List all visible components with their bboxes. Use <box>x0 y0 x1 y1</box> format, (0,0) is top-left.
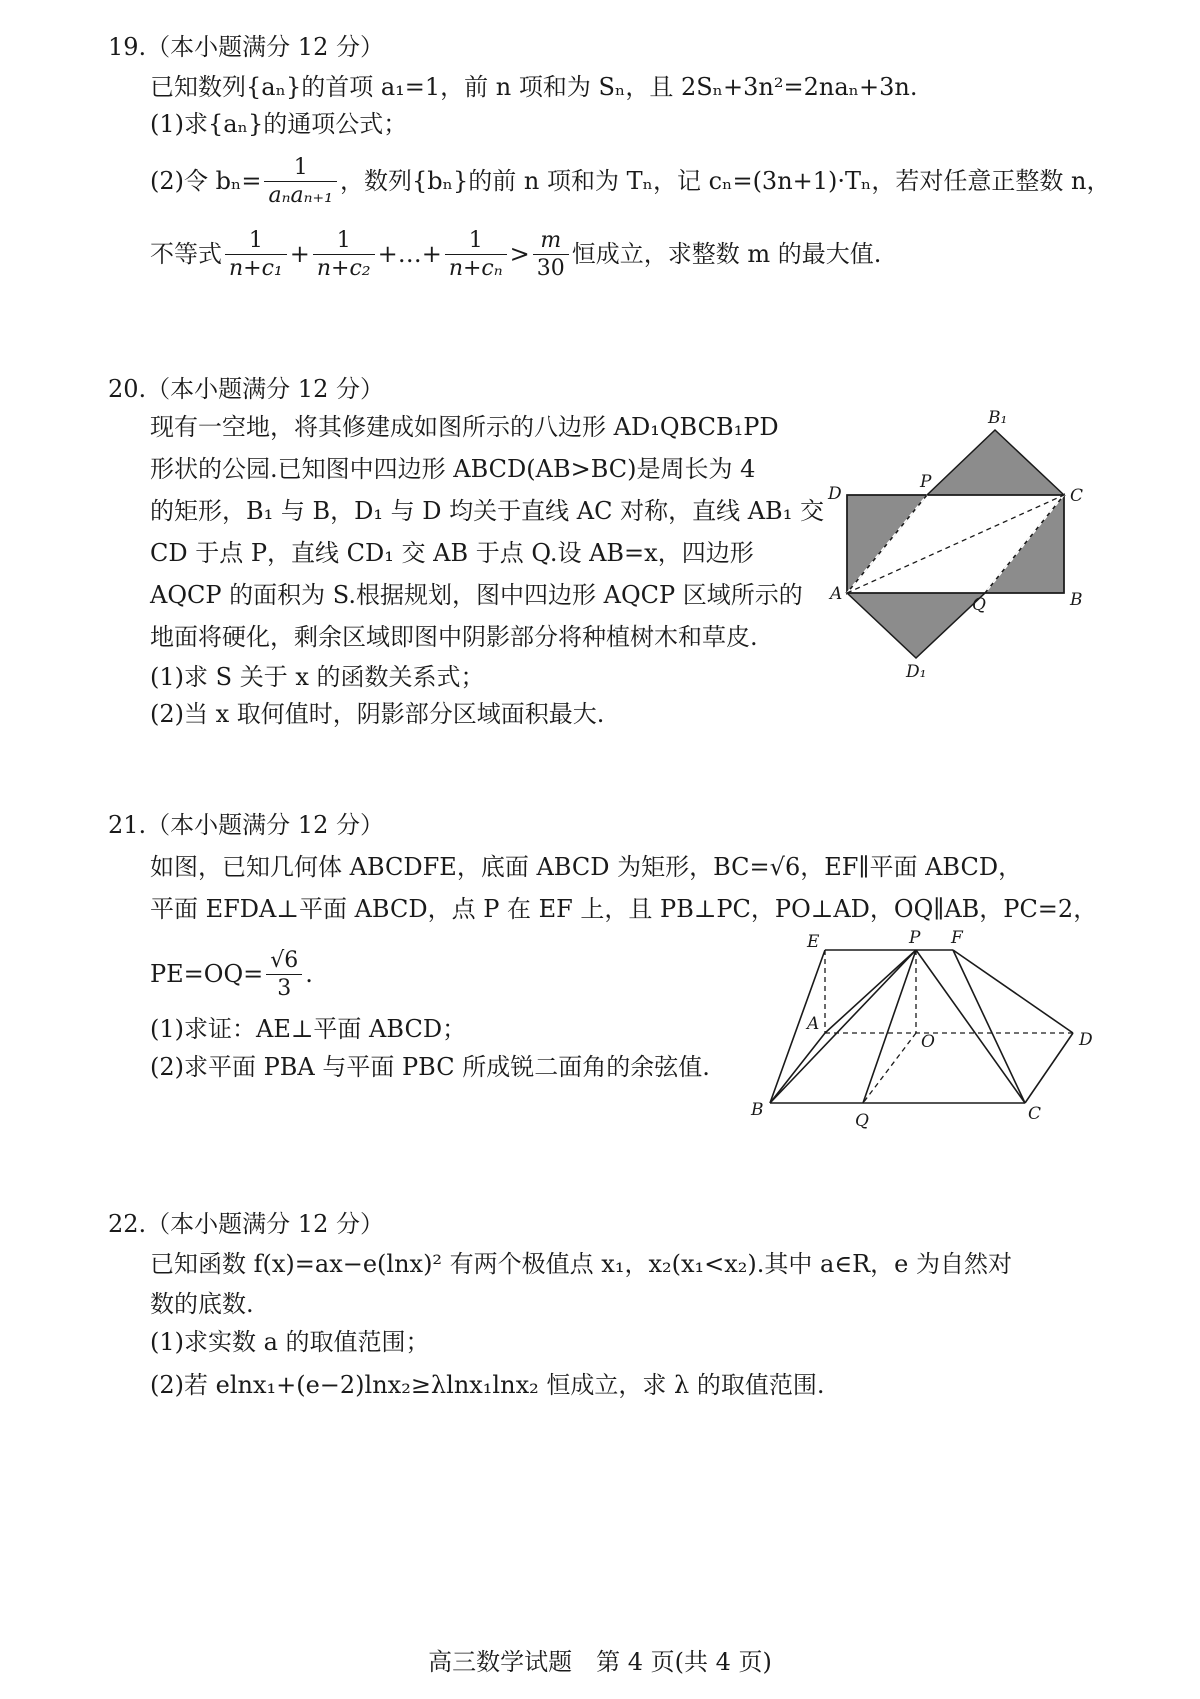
pe-fraction <box>266 948 302 1003</box>
m-denominator: 30 <box>536 256 565 281</box>
q21-line-1: 如图，已知几何体 ABCDFE，底面 ABCD 为矩形，BC=√6，EF∥平面 ABCD， <box>150 853 1023 881</box>
edge-pc <box>916 950 1025 1103</box>
ineq-term-1 <box>225 228 287 283</box>
q19-number: 19. <box>108 33 147 61</box>
label-p: P <box>909 928 921 948</box>
label-d1: D₁ <box>906 662 927 682</box>
q19-part2-lead: (2)令 bₙ= <box>150 167 262 195</box>
pe-numerator: √6 <box>266 948 302 975</box>
ineq-term-1-den: n+c₁ <box>229 256 283 281</box>
edge-fc <box>953 950 1025 1103</box>
ineq-term-n-den: n+cₙ <box>448 256 503 281</box>
q20-line: 地面将硬化，剩余区域即图中阴影部分将种植树木和草皮. <box>150 623 758 651</box>
label-a: A <box>830 584 843 604</box>
label-a: A <box>807 1014 820 1034</box>
q20-part2: (2)当 x 取何值时，阴影部分区域面积最大. <box>150 700 605 728</box>
m-fraction <box>533 228 569 283</box>
ellipsis-sum: +…+ <box>377 240 442 268</box>
label-q: Q <box>972 595 986 615</box>
q20-line: 形状的公园.已知图中四边形 ABCD(AB>BC)是周长为 4 <box>150 455 756 483</box>
pe-denominator: 3 <box>277 976 292 1001</box>
q19-inequality <box>150 228 881 283</box>
q21-part1: (1)求证：AE⊥平面 ABCD； <box>150 1015 467 1043</box>
label-d: D <box>1079 1030 1093 1050</box>
label-p: P <box>920 472 932 492</box>
q19-part2-rest: ，数列{bₙ}的前 n 项和为 Tₙ，记 cₙ=(3n+1)·Tₙ，若对任意正整数 n， <box>339 167 1111 195</box>
edge-ab <box>770 1033 825 1103</box>
greater-than: > <box>509 240 530 268</box>
ineq-suffix: 恒成立，求整数 m 的最大值. <box>571 240 882 268</box>
ineq-term-2-num: 1 <box>313 228 375 255</box>
q22-number: 22. <box>108 1210 147 1238</box>
q19-part1: (1)求{aₙ}的通项公式； <box>150 110 408 138</box>
bn-denominator: aₙaₙ₊₁ <box>268 183 333 208</box>
q20-header <box>108 372 384 406</box>
edge-pq <box>863 950 916 1103</box>
ineq-term-2 <box>313 228 375 283</box>
label-f: F <box>951 928 963 948</box>
label-b1: B₁ <box>988 408 1008 428</box>
q22-score: （本小题满分 12 分） <box>146 1210 384 1238</box>
m-numerator: m <box>533 228 569 255</box>
bn-fraction <box>264 155 337 210</box>
q20-line: 现有一空地，将其修建成如图所示的八边形 AD₁QBCB₁PD <box>150 413 779 441</box>
q20-line: AQCP 的面积为 S.根据规划，图中四边形 AQCP 区域所示的 <box>150 581 803 609</box>
q19-header <box>108 30 384 64</box>
plus-sign: + <box>289 240 310 268</box>
q20-number: 20. <box>108 375 147 403</box>
q19-part2 <box>150 155 1111 210</box>
q21-solid-figure <box>745 925 1100 1140</box>
q20-part1: (1)求 S 关于 x 的函数关系式； <box>150 663 485 691</box>
label-e: E <box>807 932 820 952</box>
ineq-term-n <box>445 228 507 283</box>
edge-pb <box>770 950 916 1103</box>
q19-stem: 已知数列{aₙ}的首项 a₁=1，前 n 项和为 Sₙ，且 2Sₙ+3n²=2naₙ+3n. <box>150 73 918 101</box>
q22-line-2: 数的底数. <box>150 1290 254 1318</box>
label-b: B <box>1070 590 1083 610</box>
label-q: Q <box>855 1111 869 1131</box>
q19-score: （本小题满分 12 分） <box>146 33 384 61</box>
q21-line-3-end: . <box>305 960 313 988</box>
hidden-oq <box>863 1033 916 1103</box>
shaded-triangle-aqd1 <box>847 593 985 658</box>
q21-line-2: 平面 EFDA⊥平面 ABCD，点 P 在 EF 上，且 PB⊥PC，PO⊥AD，OQ∥AB，PC=2， <box>150 895 1098 923</box>
q21-score: （本小题满分 12 分） <box>146 811 384 839</box>
q20-octagon-figure <box>820 405 1120 700</box>
q20-line: CD 于点 P，直线 CD₁ 交 AB 于点 Q.设 AB=x，四边形 <box>150 539 754 567</box>
bn-numerator: 1 <box>264 155 337 182</box>
label-d: D <box>828 484 842 504</box>
q22-part2: (2)若 elnx₁+(e−2)lnx₂≥λlnx₁lnx₂ 恒成立，求 λ 的取值范围. <box>150 1371 825 1399</box>
q21-line-3 <box>150 948 313 1003</box>
edge-fd <box>953 950 1073 1033</box>
q21-header <box>108 808 384 842</box>
label-o: O <box>921 1032 935 1052</box>
label-b: B <box>751 1100 764 1120</box>
ineq-prefix: 不等式 <box>150 240 222 268</box>
q22-line-1: 已知函数 f(x)=ax−e(lnx)² 有两个极值点 x₁，x₂(x₁<x₂).其中 a∈R，e 为自然对 <box>150 1250 1013 1278</box>
ineq-term-2-den: n+c₂ <box>316 256 371 281</box>
label-c: C <box>1028 1104 1042 1124</box>
ineq-term-1-num: 1 <box>225 228 287 255</box>
q22-part1: (1)求实数 a 的取值范围； <box>150 1328 430 1356</box>
q20-line: 的矩形，B₁ 与 B，D₁ 与 D 均关于直线 AC 对称，直线 AB₁ 交 <box>150 497 824 525</box>
label-c: C <box>1070 486 1084 506</box>
edge-cd <box>1025 1033 1073 1103</box>
ineq-term-n-num: 1 <box>445 228 507 255</box>
q21-number: 21. <box>108 811 147 839</box>
q21-part2: (2)求平面 PBA 与平面 PBC 所成锐二面角的余弦值. <box>150 1053 710 1081</box>
shaded-triangle-cb1p <box>927 430 1064 495</box>
q20-score: （本小题满分 12 分） <box>146 375 384 403</box>
q21-pe-oq: PE=OQ= <box>150 960 264 988</box>
page-footer: 高三数学试题 第 4 页(共 4 页) <box>428 1648 772 1676</box>
q22-header <box>108 1207 384 1241</box>
